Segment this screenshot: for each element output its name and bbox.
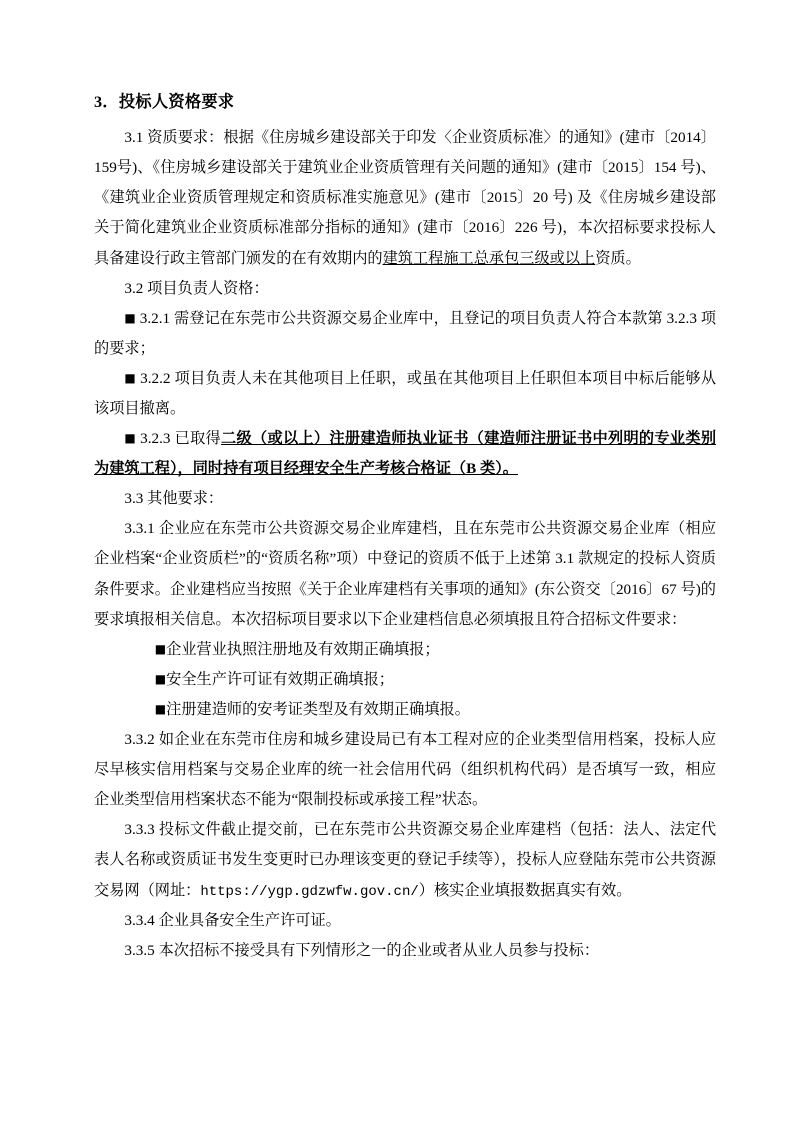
paragraph-3-2-1-text: 3.2.1 需登记在东莞市公共资源交易企业库中，且登记的项目负责人符合本款第 3.2.3 项的要求； [94, 309, 717, 357]
paragraph-3-3-1-item-1 [94, 635, 716, 665]
paragraph-3-3-2: 3.3.2 如企业在东莞市住房和城乡建设局已有本工程对应的企业类型信用档案，投标人应尽早核实信用档案与交易企业库的统一社会信用代码（组织机构代码）是否填写一致，相应企业类型信用档案状态不能为“限制投标或承接工程”状态。 [94, 731, 716, 809]
paragraph-3-2-1 [94, 304, 716, 364]
square-bullet-icon: ■ [124, 370, 137, 385]
paragraph-3-3-1 [94, 514, 716, 634]
paragraph-3-3-5: 3.3.5 本次招标不接受具有下列情形之一的企业或者从业人员参与投标： [124, 942, 599, 960]
square-bullet-icon: ■ [154, 641, 167, 656]
paragraph-3-3-1-item-2 [94, 665, 716, 695]
paragraph-3-1-tail: 资质。 [595, 249, 641, 267]
paragraph-3-3-4: 3.3.4 企业具备安全生产许可证。 [124, 912, 341, 930]
paragraph-3-3-1-item-1-text: 企业营业执照注册地及有效期正确填报； [166, 640, 440, 658]
square-bullet-icon: ■ [124, 431, 137, 446]
paragraph-3-3: 3.3 其他要求： [124, 490, 224, 508]
paragraph-3-1-text: 3.1 资质要求：根据《住房城乡建设部关于印发〈企业资质标准〉的通知》(建市〔2014〕159号)、《住房城乡建设部关于建筑业企业资质管理有关问题的通知》(建市〔2015〕154 号)、《建筑业企业资质管理规定和资质标准实施意见》(建市〔2015〕20 号) 及《住房城乡建设部关于简化建筑业企业资质标准部分指标的通知》(建市〔2016〕226 号)，本次招标要求投标人具备建设行政主管部门颁发的在有效期内的 [94, 129, 716, 267]
paragraph-3-3-1-item-2-text: 安全生产许可证有效期正确填报； [166, 670, 394, 688]
transaction-website-url[interactable]: https://ygp.gdzwfw.gov.cn/ [200, 883, 419, 900]
paragraph-3-3-3-text-a: 3.3.3 投标文件截止提交前，已在东莞市公共资源交易企业库建档（包括：法人、法定代表人名称或资质证书发生变更时已办理该变更的登记手续等），投标人应登陆东莞市公共资源交易网（网址： [94, 821, 716, 899]
paragraph-3-1-emphasis: 建筑工程施工总承包三级或以上 [382, 249, 596, 267]
paragraph-3-2-3 [94, 424, 716, 484]
page-title: 3．投标人资格要求 [94, 93, 235, 111]
paragraph-3-1 [94, 123, 716, 273]
paragraph-3-3-3 [94, 815, 716, 906]
paragraph-3-2-3-emphasis: 二级（或以上）注册建造师执业证书（建造师注册证书中列明的专业类别为建筑工程），同时持有项目经理安全生产考核合格证（B 类）。 [94, 430, 717, 478]
paragraph-3-2-3-prefix: 3.2.3 已取得 [140, 430, 222, 448]
paragraph-3-2: 3.2 项目负责人资格： [124, 279, 269, 297]
paragraph-3-3-1-text-b: 企业建档应当按照《关于企业库建档有关事项的通知》(东公资交〔2016〕67 号)的要求填报相关信息。本次招标项目要求以下企业建档信息必须填报且符合招标文件要求： [94, 580, 716, 628]
paragraph-3-2-2 [94, 364, 716, 424]
square-bullet-icon: ■ [154, 701, 167, 716]
document-body [94, 88, 716, 966]
square-bullet-icon: ■ [124, 310, 136, 325]
square-bullet-icon: ■ [154, 671, 167, 686]
paragraph-3-3-1-item-3 [94, 695, 716, 725]
paragraph-3-2-2-text: 3.2.2 项目负责人未在其他项目上任职，或虽在其他项目上任职但本项目中标后能够从该项目撤离。 [94, 369, 717, 417]
paragraph-3-3-1-item-3-text: 注册建造师的安考证类型及有效期正确填报。 [166, 700, 470, 718]
paragraph-3-3-1-text-a: 3.3.1 企业应在东莞市公共资源交易企业库建档，且在东莞市公共资源交易企业库（相应企业档案“企业资质栏”的“资质名称”项）中登记的资质不低于上述第 3.1 款规定的投标人资质条件要求。 [94, 520, 716, 598]
paragraph-3-3-3-text-b: ）核实企业填报数据真实有效。 [418, 881, 632, 899]
